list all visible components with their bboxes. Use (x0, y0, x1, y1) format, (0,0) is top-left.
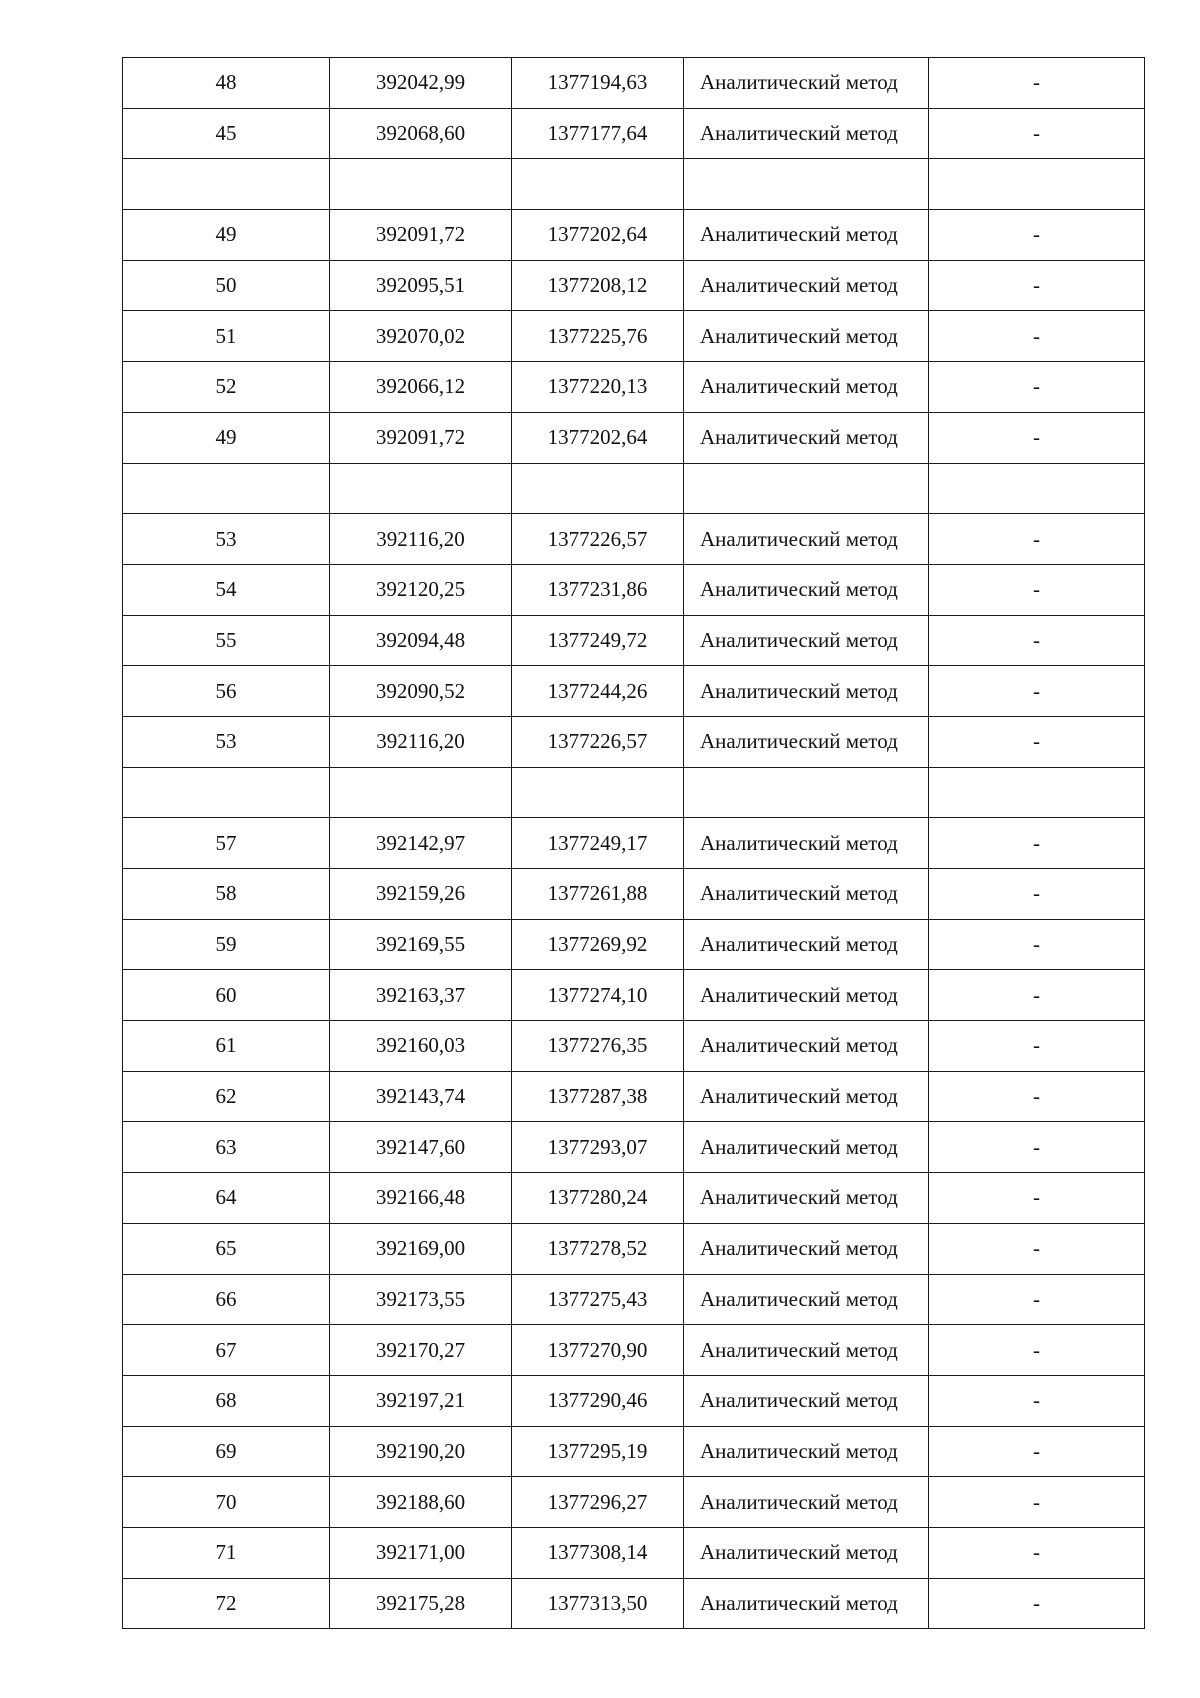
coordinate-x-cell: 392175,28 (330, 1578, 512, 1629)
table-row (123, 869, 1145, 920)
point-number-cell: 71 (123, 1527, 330, 1578)
coordinate-y-cell: 1377202,64 (512, 210, 684, 261)
accuracy-cell: - (929, 869, 1145, 920)
point-number-cell: 65 (123, 1223, 330, 1274)
point-number-cell: 58 (123, 869, 330, 920)
table-row (123, 1578, 1145, 1629)
coordinate-x-cell: 392197,21 (330, 1375, 512, 1426)
coordinate-x-cell: 392095,51 (330, 260, 512, 311)
method-cell: Аналитический метод (684, 1274, 929, 1325)
coordinate-y-cell: 1377296,27 (512, 1477, 684, 1528)
point-number-cell: 50 (123, 260, 330, 311)
point-number-cell: 56 (123, 666, 330, 717)
point-number-cell: 72 (123, 1578, 330, 1629)
point-number-cell: 48 (123, 58, 330, 109)
method-cell: Аналитический метод (684, 716, 929, 767)
coordinate-x-cell: 392147,60 (330, 1122, 512, 1173)
point-number-cell (123, 159, 330, 210)
table-row (123, 716, 1145, 767)
accuracy-cell: - (929, 311, 1145, 362)
method-cell: Аналитический метод (684, 311, 929, 362)
table-row (123, 666, 1145, 717)
coordinate-x-cell: 392091,72 (330, 210, 512, 261)
coordinate-y-cell: 1377225,76 (512, 311, 684, 362)
table-row (123, 1274, 1145, 1325)
method-cell: Аналитический метод (684, 1578, 929, 1629)
coordinate-x-cell: 392116,20 (330, 514, 512, 565)
table-row (123, 108, 1145, 159)
coordinate-x-cell (330, 159, 512, 210)
coordinate-x-cell: 392116,20 (330, 716, 512, 767)
accuracy-cell: - (929, 970, 1145, 1021)
coordinate-x-cell: 392190,20 (330, 1426, 512, 1477)
table-row (123, 362, 1145, 413)
accuracy-cell: - (929, 1375, 1145, 1426)
method-cell: Аналитический метод (684, 1071, 929, 1122)
method-cell: Аналитический метод (684, 564, 929, 615)
table-row (123, 1375, 1145, 1426)
table-row (123, 1426, 1145, 1477)
coordinate-y-cell: 1377313,50 (512, 1578, 684, 1629)
point-number-cell: 45 (123, 108, 330, 159)
method-cell: Аналитический метод (684, 1477, 929, 1528)
accuracy-cell: - (929, 1223, 1145, 1274)
method-cell: Аналитический метод (684, 615, 929, 666)
coordinate-x-cell: 392091,72 (330, 412, 512, 463)
coordinate-x-cell (330, 463, 512, 514)
coordinate-x-cell: 392166,48 (330, 1173, 512, 1224)
accuracy-cell: - (929, 1071, 1145, 1122)
accuracy-cell: - (929, 260, 1145, 311)
point-number-cell: 59 (123, 919, 330, 970)
method-cell: Аналитический метод (684, 108, 929, 159)
coordinate-x-cell: 392169,00 (330, 1223, 512, 1274)
method-cell: Аналитический метод (684, 869, 929, 920)
accuracy-cell: - (929, 108, 1145, 159)
method-cell: Аналитический метод (684, 1223, 929, 1274)
table-row (123, 1021, 1145, 1072)
point-number-cell: 69 (123, 1426, 330, 1477)
coordinate-x-cell: 392163,37 (330, 970, 512, 1021)
accuracy-cell: - (929, 58, 1145, 109)
table-row-separator (123, 767, 1145, 818)
coordinate-y-cell: 1377293,07 (512, 1122, 684, 1173)
point-number-cell: 61 (123, 1021, 330, 1072)
method-cell: Аналитический метод (684, 1325, 929, 1376)
method-cell: Аналитический метод (684, 919, 929, 970)
coordinate-y-cell: 1377226,57 (512, 716, 684, 767)
method-cell: Аналитический метод (684, 1021, 929, 1072)
coordinate-y-cell: 1377231,86 (512, 564, 684, 615)
point-number-cell: 52 (123, 362, 330, 413)
coordinate-x-cell: 392170,27 (330, 1325, 512, 1376)
coordinate-y-cell (512, 159, 684, 210)
coordinate-x-cell: 392160,03 (330, 1021, 512, 1072)
coordinate-y-cell: 1377226,57 (512, 514, 684, 565)
coordinate-y-cell: 1377287,38 (512, 1071, 684, 1122)
coordinate-y-cell: 1377249,72 (512, 615, 684, 666)
method-cell: Аналитический метод (684, 970, 929, 1021)
coordinate-y-cell: 1377274,10 (512, 970, 684, 1021)
table-row (123, 1071, 1145, 1122)
coordinate-x-cell: 392188,60 (330, 1477, 512, 1528)
point-number-cell (123, 767, 330, 818)
coordinate-x-cell: 392090,52 (330, 666, 512, 717)
table-row-separator (123, 463, 1145, 514)
coordinate-y-cell: 1377249,17 (512, 818, 684, 869)
coordinate-y-cell: 1377208,12 (512, 260, 684, 311)
table-row (123, 260, 1145, 311)
point-number-cell: 49 (123, 412, 330, 463)
accuracy-cell: - (929, 1527, 1145, 1578)
point-number-cell: 66 (123, 1274, 330, 1325)
table-row (123, 564, 1145, 615)
point-number-cell: 54 (123, 564, 330, 615)
point-number-cell: 53 (123, 716, 330, 767)
coordinate-y-cell: 1377269,92 (512, 919, 684, 970)
point-number-cell: 49 (123, 210, 330, 261)
table-row (123, 1223, 1145, 1274)
accuracy-cell (929, 463, 1145, 514)
accuracy-cell (929, 159, 1145, 210)
method-cell: Аналитический метод (684, 210, 929, 261)
coordinate-y-cell: 1377270,90 (512, 1325, 684, 1376)
coordinates-table-body (123, 58, 1145, 1629)
table-row (123, 818, 1145, 869)
method-cell: Аналитический метод (684, 260, 929, 311)
table-row (123, 514, 1145, 565)
coordinate-y-cell: 1377278,52 (512, 1223, 684, 1274)
table-row (123, 412, 1145, 463)
method-cell: Аналитический метод (684, 1375, 929, 1426)
table-row (123, 615, 1145, 666)
accuracy-cell: - (929, 1477, 1145, 1528)
method-cell: Аналитический метод (684, 58, 929, 109)
point-number-cell: 51 (123, 311, 330, 362)
table-row (123, 58, 1145, 109)
coordinate-x-cell: 392066,12 (330, 362, 512, 413)
coordinate-x-cell: 392171,00 (330, 1527, 512, 1578)
table-row (123, 1122, 1145, 1173)
table-row (123, 970, 1145, 1021)
accuracy-cell: - (929, 818, 1145, 869)
accuracy-cell: - (929, 564, 1145, 615)
point-number-cell: 55 (123, 615, 330, 666)
coordinate-y-cell: 1377280,24 (512, 1173, 684, 1224)
method-cell: Аналитический метод (684, 818, 929, 869)
coordinate-x-cell: 392169,55 (330, 919, 512, 970)
coordinate-y-cell: 1377220,13 (512, 362, 684, 413)
coordinate-y-cell: 1377202,64 (512, 412, 684, 463)
accuracy-cell: - (929, 1426, 1145, 1477)
accuracy-cell: - (929, 1122, 1145, 1173)
table-row (123, 1173, 1145, 1224)
point-number-cell: 57 (123, 818, 330, 869)
method-cell: Аналитический метод (684, 1173, 929, 1224)
coordinate-y-cell: 1377295,19 (512, 1426, 684, 1477)
coordinate-y-cell: 1377276,35 (512, 1021, 684, 1072)
table-row-separator (123, 159, 1145, 210)
coordinate-x-cell: 392173,55 (330, 1274, 512, 1325)
point-number-cell: 53 (123, 514, 330, 565)
table-row (123, 1325, 1145, 1376)
accuracy-cell: - (929, 919, 1145, 970)
coordinate-y-cell (512, 463, 684, 514)
method-cell (684, 767, 929, 818)
table-row (123, 919, 1145, 970)
method-cell: Аналитический метод (684, 412, 929, 463)
accuracy-cell: - (929, 1173, 1145, 1224)
point-number-cell: 60 (123, 970, 330, 1021)
coordinate-y-cell: 1377244,26 (512, 666, 684, 717)
accuracy-cell: - (929, 210, 1145, 261)
coordinates-table (122, 57, 1145, 1629)
method-cell (684, 159, 929, 210)
point-number-cell: 70 (123, 1477, 330, 1528)
table-row (123, 210, 1145, 261)
coordinate-x-cell: 392159,26 (330, 869, 512, 920)
coordinate-y-cell: 1377290,46 (512, 1375, 684, 1426)
method-cell: Аналитический метод (684, 666, 929, 717)
accuracy-cell: - (929, 362, 1145, 413)
accuracy-cell: - (929, 1274, 1145, 1325)
coordinate-x-cell: 392070,02 (330, 311, 512, 362)
accuracy-cell: - (929, 666, 1145, 717)
accuracy-cell: - (929, 1578, 1145, 1629)
coordinate-y-cell: 1377177,64 (512, 108, 684, 159)
point-number-cell: 64 (123, 1173, 330, 1224)
point-number-cell: 63 (123, 1122, 330, 1173)
coordinate-y-cell: 1377261,88 (512, 869, 684, 920)
coordinate-x-cell: 392042,99 (330, 58, 512, 109)
accuracy-cell: - (929, 412, 1145, 463)
method-cell: Аналитический метод (684, 514, 929, 565)
table-row (123, 1477, 1145, 1528)
coordinate-x-cell: 392120,25 (330, 564, 512, 615)
method-cell: Аналитический метод (684, 1122, 929, 1173)
accuracy-cell: - (929, 1021, 1145, 1072)
point-number-cell: 68 (123, 1375, 330, 1426)
accuracy-cell: - (929, 1325, 1145, 1376)
method-cell (684, 463, 929, 514)
coordinate-x-cell: 392094,48 (330, 615, 512, 666)
table-row (123, 311, 1145, 362)
accuracy-cell (929, 767, 1145, 818)
coordinate-x-cell: 392068,60 (330, 108, 512, 159)
coordinate-y-cell: 1377308,14 (512, 1527, 684, 1578)
accuracy-cell: - (929, 615, 1145, 666)
coordinate-y-cell: 1377194,63 (512, 58, 684, 109)
method-cell: Аналитический метод (684, 1527, 929, 1578)
point-number-cell: 67 (123, 1325, 330, 1376)
accuracy-cell: - (929, 514, 1145, 565)
method-cell: Аналитический метод (684, 1426, 929, 1477)
coordinate-y-cell: 1377275,43 (512, 1274, 684, 1325)
table-row (123, 1527, 1145, 1578)
point-number-cell: 62 (123, 1071, 330, 1122)
coordinate-x-cell: 392142,97 (330, 818, 512, 869)
point-number-cell (123, 463, 330, 514)
accuracy-cell: - (929, 716, 1145, 767)
coordinate-x-cell: 392143,74 (330, 1071, 512, 1122)
coordinate-y-cell (512, 767, 684, 818)
method-cell: Аналитический метод (684, 362, 929, 413)
coordinate-x-cell (330, 767, 512, 818)
